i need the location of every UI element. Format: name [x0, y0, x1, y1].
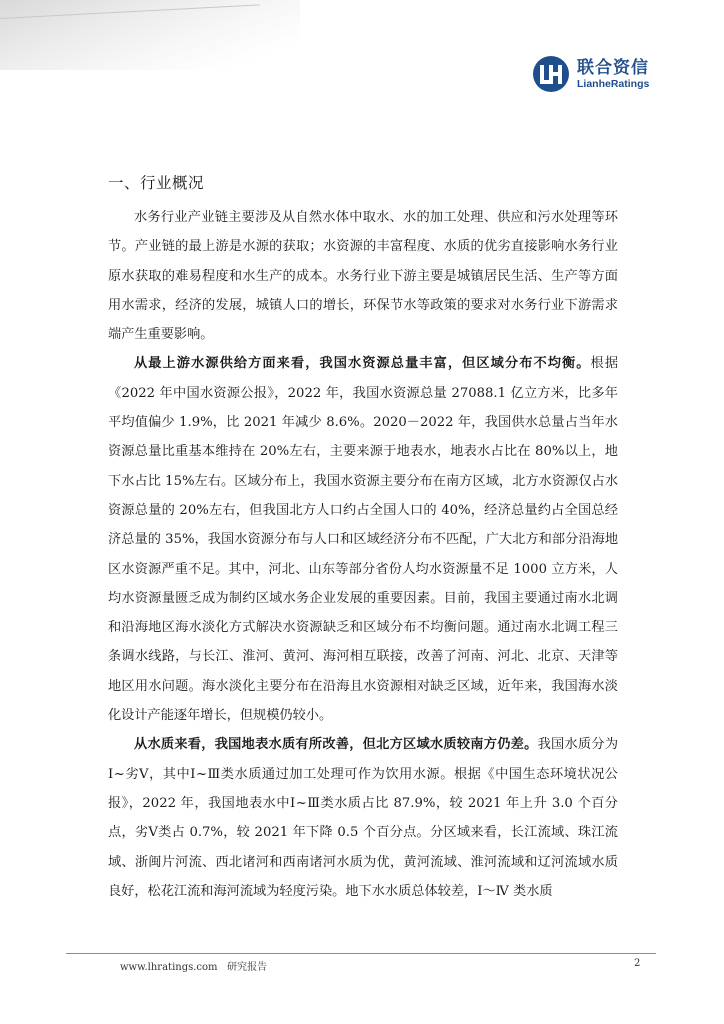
footer-website-link[interactable]: www.lhratings.com: [120, 962, 218, 973]
footer-doc-type: 研究报告: [227, 962, 268, 973]
footer-divider: [66, 953, 656, 954]
paragraph-text: 水务行业产业链主要涉及从自然水体中取水、水的加工处理、供应和污水处理等环节。产业链的最上游是水源的获取；水资源的丰富程度、水质的优劣直接影响水务行业原水获取的难易程度和水生产的成本。水务行业下游主要是城镇居民生活、生产等方面用水需求，经济的发展，城镇人口的增长，环保节水等政策的要求对水务行业下游需求端产生重要影响。: [108, 210, 618, 343]
paragraph-lead: 从最上游水源供给方面来看，我国水资源总量丰富，但区域分布不均衡。: [134, 356, 591, 372]
logo-chinese-name: 联合资信: [577, 57, 649, 78]
footer-info: [120, 958, 267, 973]
page-number: 2: [634, 958, 641, 969]
paragraph-lead: 从水质来看，我国地表水质有所改善，但北方区域水质较南方仍差。: [134, 737, 538, 753]
paragraph-water-quality: [108, 730, 618, 906]
lianhe-logo-icon: [531, 54, 571, 94]
company-logo: [531, 52, 649, 96]
paragraph-water-supply: [108, 349, 618, 730]
section-title: 一、行业概况: [108, 174, 205, 192]
paragraph-text: 根据《2022 年中国水资源公报》，2022 年，我国水资源总量 27088.1 亿立方米，比多年平均值偏少 1.9%，比 2021 年减少 8.6%。2020－2022 年，我国供水总量占当年水资源总量比重基本维持在 20%左右，主要来源于地表水，地表水占比在 80%以上，地下水占比 15%左右。区域分布上，我国水资源主要分布在南方区域，北方水资源仅占水资源总量的 20%左右，但我国北方人口约占全国人口的 40%，经济总量约占全国总经济总量的 35%，我国水资源分布与人口和区域经济分布不匹配，广大北方和部分沿海地区水资源严重不足。其中，河北、山东等部分省份人均水资源量不足 1000 立方米，人均水资源量匮乏成为制约区域水务企业发展的重要因素。目前，我国主要通过南水北调和沿海地区海水淡化方式解决水资源缺乏和区域分布不均衡问题。通过南水北调工程三条调水线路，与长江、淮河、黄河、海河相互联接，改善了河南、河北、北京、天津等地区用水问题。海水淡化主要分布在沿海且水资源相对缺乏区域，近年来，我国海水淡化设计产能逐年增长，但规模仍较小。: [108, 356, 619, 724]
body-text: [108, 203, 618, 906]
logo-english-name: LianheRatings: [577, 77, 650, 90]
paragraph-text: 我国水质分为Ⅰ~劣Ⅴ，其中Ⅰ~Ⅲ类水质通过加工处理可作为饮用水源。根据《中国生态环境状况公报》，2022 年，我国地表水中Ⅰ~Ⅲ类水质占比 87.9%，较 2021 年上升 3.0 个百分点，劣Ⅴ类占 0.7%，较 2021 年下降 0.5 个百分点。分区域来看，长江流域、珠江流域、浙闽片河流、西北诸河和西南诸河水质为优，黄河流域、淮河流域和辽河流域水质良好，松花江流和海河流域为轻度污染。地下水水质总体较差，Ⅰ～Ⅳ 类水质: [108, 737, 619, 899]
paragraph-overview: [108, 203, 618, 349]
